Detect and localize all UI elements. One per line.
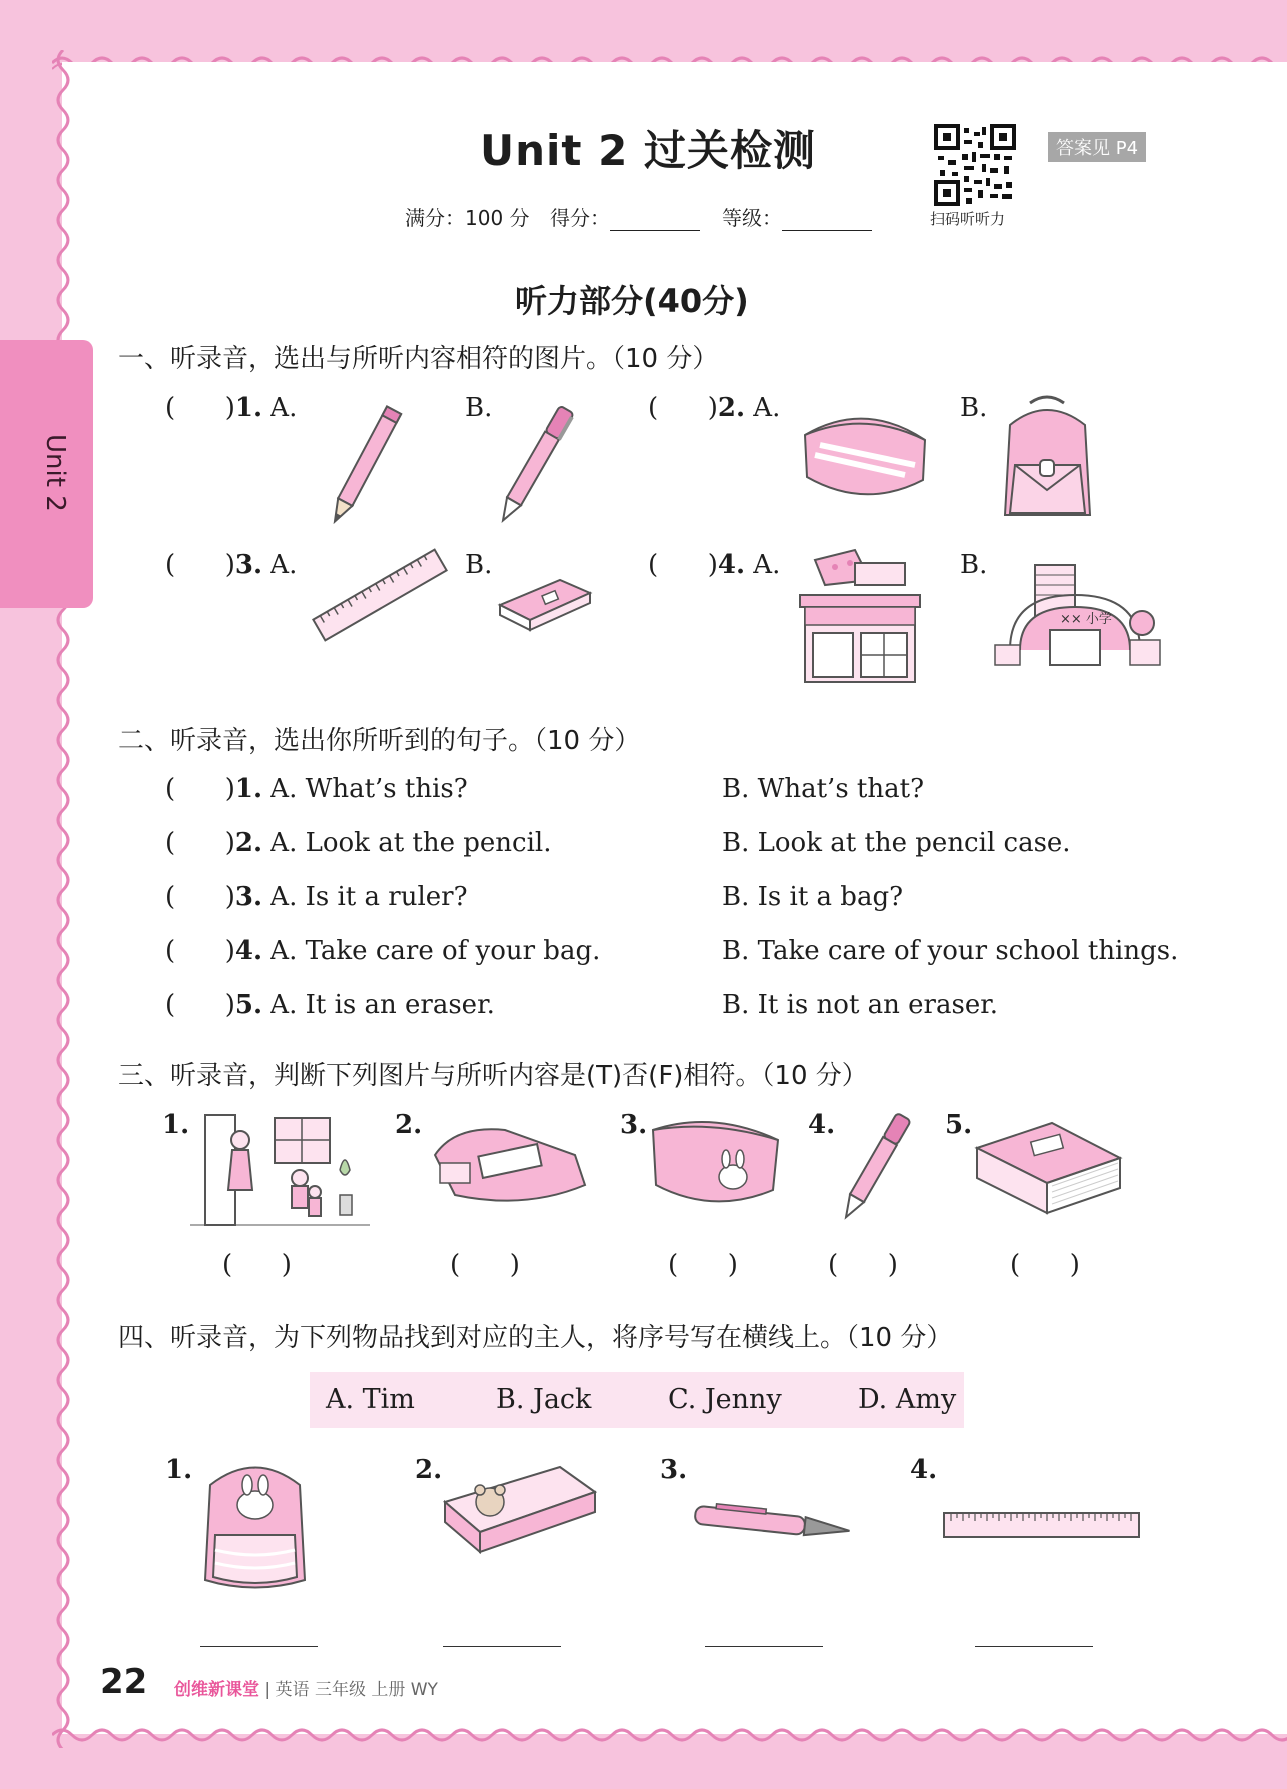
pizza-shop-icon	[795, 545, 930, 685]
option-label: B.	[465, 550, 493, 580]
option-b: B. Is it a bag?	[722, 882, 904, 912]
option-a: A. Take care of your bag.	[270, 936, 601, 966]
option-label: B.	[960, 550, 988, 580]
answer-reference-tag: 答案见 P4	[1048, 132, 1146, 162]
option-label: A.	[270, 393, 298, 423]
owner-name: C. Jenny	[668, 1384, 782, 1415]
owner-answer-blank[interactable]	[705, 1645, 823, 1647]
tf-answer-paren[interactable]: ( )	[668, 1250, 738, 1280]
pen-icon	[830, 1105, 920, 1230]
answer-paren-1[interactable]: ( )1. A.	[165, 393, 298, 423]
question-number: 4.	[808, 1110, 836, 1140]
pen-icon	[490, 395, 580, 535]
question-number: 2.	[717, 393, 746, 423]
listening-part-heading: 听力部分(40分)	[515, 282, 749, 320]
owner-name: D. Amy	[858, 1384, 957, 1415]
pencil-case-icon	[795, 405, 935, 505]
question-number: 5.	[234, 990, 263, 1020]
option-a: A. What’s this?	[270, 774, 468, 804]
ruler-icon	[943, 1510, 1141, 1540]
option-b: B. Look at the pencil case.	[722, 828, 1071, 858]
score-blank[interactable]	[610, 212, 700, 231]
left-wave-border	[50, 50, 76, 1748]
section3-heading: 三、听录音，判断下列图片与所听内容是(T)否(F)相符。（10 分）	[118, 1061, 868, 1091]
bottom-wave-border	[52, 1722, 1287, 1748]
question-number: 1.	[165, 1455, 193, 1485]
option-label: B.	[960, 393, 988, 423]
grade-blank[interactable]	[782, 212, 872, 231]
ruler-icon	[310, 545, 450, 645]
option-label: B.	[465, 393, 493, 423]
answer-paren-3[interactable]: ( )3. A.	[165, 550, 298, 580]
section2-heading: 二、听录音，选出你所听到的句子。（10 分）	[118, 726, 641, 756]
question-number: 5.	[945, 1110, 973, 1140]
question-number: 3.	[660, 1455, 688, 1485]
pen-icon	[690, 1500, 860, 1545]
answer-paren-2[interactable]: ( )2. A.	[648, 393, 781, 423]
list-item[interactable]: ( )2. A. Look at the pencil.	[165, 828, 552, 858]
option-label: A.	[753, 393, 781, 423]
list-item[interactable]: ( )1. A. What’s this?	[165, 774, 468, 804]
owner-answer-blank[interactable]	[975, 1645, 1093, 1647]
owner-answer-blank[interactable]	[200, 1645, 318, 1647]
question-number: 1.	[234, 774, 263, 804]
question-number: 2.	[234, 828, 263, 858]
section4-heading: 四、听录音，为下列物品找到对应的主人，将序号写在横线上。（10 分）	[118, 1323, 953, 1353]
option-b: B. Take care of your school things.	[722, 936, 1179, 966]
tf-answer-paren[interactable]: ( )	[222, 1250, 292, 1280]
question-number: 2.	[415, 1455, 443, 1485]
pencil-icon	[325, 395, 405, 535]
section1-heading: 一、听录音，选出与所听内容相符的图片。（10 分）	[118, 344, 719, 374]
option-a: A. Look at the pencil.	[270, 828, 552, 858]
footer-info	[174, 1675, 438, 1700]
grade-field[interactable]	[722, 202, 872, 231]
school-icon	[990, 555, 1165, 670]
bunny-pencil-case-icon	[648, 1115, 783, 1205]
bag-icon	[990, 395, 1105, 525]
owner-names-box	[310, 1372, 964, 1428]
owner-name: A. Tim	[326, 1384, 415, 1415]
bear-pencil-box-icon	[440, 1462, 600, 1562]
pencil-sharpener-icon	[425, 1115, 595, 1210]
score-field[interactable]	[550, 202, 700, 231]
page-number: 22	[100, 1662, 148, 1702]
qr-code-icon[interactable]	[934, 124, 1016, 206]
option-a: A. It is an eraser.	[270, 990, 495, 1020]
tf-answer-paren[interactable]: ( )	[828, 1250, 898, 1280]
question-number: 4.	[717, 550, 746, 580]
question-number: 4.	[910, 1455, 938, 1485]
option-b: B. What’s that?	[722, 774, 925, 804]
owner-answer-blank[interactable]	[443, 1645, 561, 1647]
question-number: 3.	[234, 882, 263, 912]
option-b: B. It is not an eraser.	[722, 990, 999, 1020]
option-label: A.	[753, 550, 781, 580]
question-number: 4.	[234, 936, 263, 966]
question-number: 1.	[234, 393, 263, 423]
unit-side-tab	[0, 340, 93, 608]
full-score: 满分：100 分	[405, 206, 530, 230]
answer-paren-4[interactable]: ( )4. A.	[648, 550, 781, 580]
option-label: A.	[270, 550, 298, 580]
question-number: 3.	[620, 1110, 648, 1140]
question-number: 1.	[162, 1110, 190, 1140]
option-a: A. Is it a ruler?	[270, 882, 468, 912]
eraser-icon	[495, 565, 595, 635]
question-number: 3.	[234, 550, 263, 580]
owner-name: B. Jack	[496, 1384, 592, 1415]
brand-name: 创维新课堂	[174, 1680, 259, 1700]
question-number: 2.	[395, 1110, 423, 1140]
page-title: Unit 2 过关检测	[480, 126, 816, 175]
grade-label: 等级：	[722, 206, 782, 230]
unit-side-tab-label: Unit 2	[40, 434, 70, 512]
family-at-door-icon	[190, 1110, 370, 1230]
book-icon	[972, 1118, 1122, 1218]
tf-answer-paren[interactable]: ( )	[1010, 1250, 1080, 1280]
list-item[interactable]: ( )3. A. Is it a ruler?	[165, 882, 468, 912]
school-sign: ×× 小学	[1060, 612, 1112, 627]
list-item[interactable]: ( )4. A. Take care of your bag.	[165, 936, 601, 966]
qr-label: 扫码听听力	[930, 210, 1006, 228]
list-item[interactable]: ( )5. A. It is an eraser.	[165, 990, 495, 1020]
score-label: 得分：	[550, 206, 610, 230]
book-info: | 英语 三年级 上册 WY	[264, 1680, 438, 1700]
tf-answer-paren[interactable]: ( )	[450, 1250, 520, 1280]
bunny-backpack-icon	[195, 1455, 315, 1595]
